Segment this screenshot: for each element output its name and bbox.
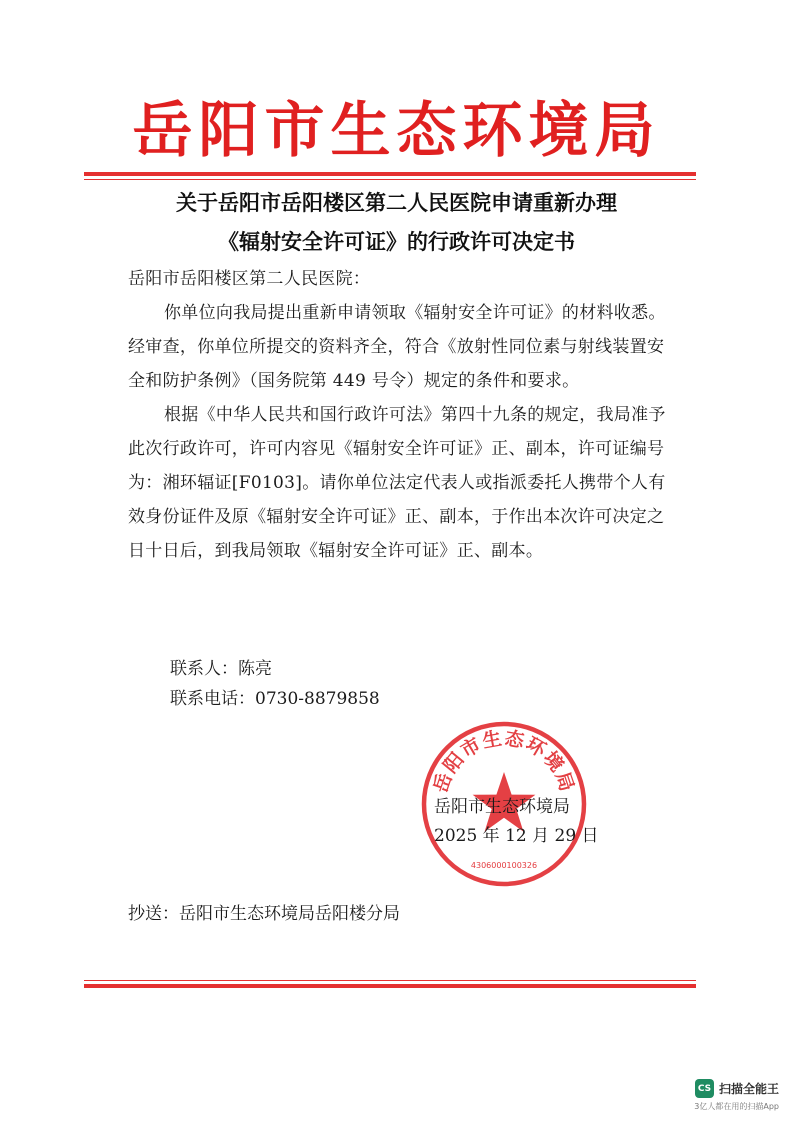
footer-rule-thick xyxy=(84,984,696,988)
contact-phone: 联系电话：0730-8879858 xyxy=(170,689,380,709)
scanner-watermark xyxy=(694,1079,779,1112)
seal-ring-text: 岳阳市生态环境局 xyxy=(429,727,579,796)
footer-rule-thin xyxy=(84,980,696,981)
body-paragraph-1: 你单位向我局提出重新申请领取《辐射安全许可证》的材料收悉。经审查，你单位所提交的资料齐全，符合《放射性同位素与射线装置安全和防护条例》（国务院第 449 号令）规定的条件和要求。 xyxy=(128,303,666,391)
contact-person: 联系人：陈亮 xyxy=(170,659,272,679)
scanner-app-name: 扫描全能王 xyxy=(718,1082,779,1096)
cc-line: 抄送：岳阳市生态环境局岳阳楼分局 xyxy=(128,904,400,924)
signature-date: 2025 年 12 月 29 日 xyxy=(434,826,599,846)
body-paragraph-2: 根据《中华人民共和国行政许可法》第四十九条的规定，我局准予此次行政许可，许可内容见《辐射安全许可证》正、副本，许可证编号为：湘环辐证[F0103]。请你单位法定代表人或指派委托人携带个人有效身份证件及原《辐射安全许可证》正、副本，于作出本次许可决定之日十日后，到我局领取《辐射安全许可证》正、副本。 xyxy=(128,405,666,561)
signature-org: 岳阳市生态环境局 xyxy=(434,797,570,817)
header-rule-thin xyxy=(84,179,696,180)
document-title-line1: 关于岳阳市岳阳楼区第二人民医院申请重新办理 xyxy=(176,191,617,215)
seal-number: 4306000100326 xyxy=(470,861,538,870)
scanner-tagline: 3亿人都在用的扫描App xyxy=(694,1102,779,1111)
document-body xyxy=(128,262,668,568)
document-title-line2: 《辐射安全许可证》的行政许可决定书 xyxy=(218,230,575,254)
header-rule-thick xyxy=(84,172,696,176)
salutation: 岳阳市岳阳楼区第二人民医院： xyxy=(128,269,371,289)
agency-masthead: 岳阳市生态环境局 xyxy=(132,96,661,166)
scanner-app-icon: CS xyxy=(695,1079,714,1098)
